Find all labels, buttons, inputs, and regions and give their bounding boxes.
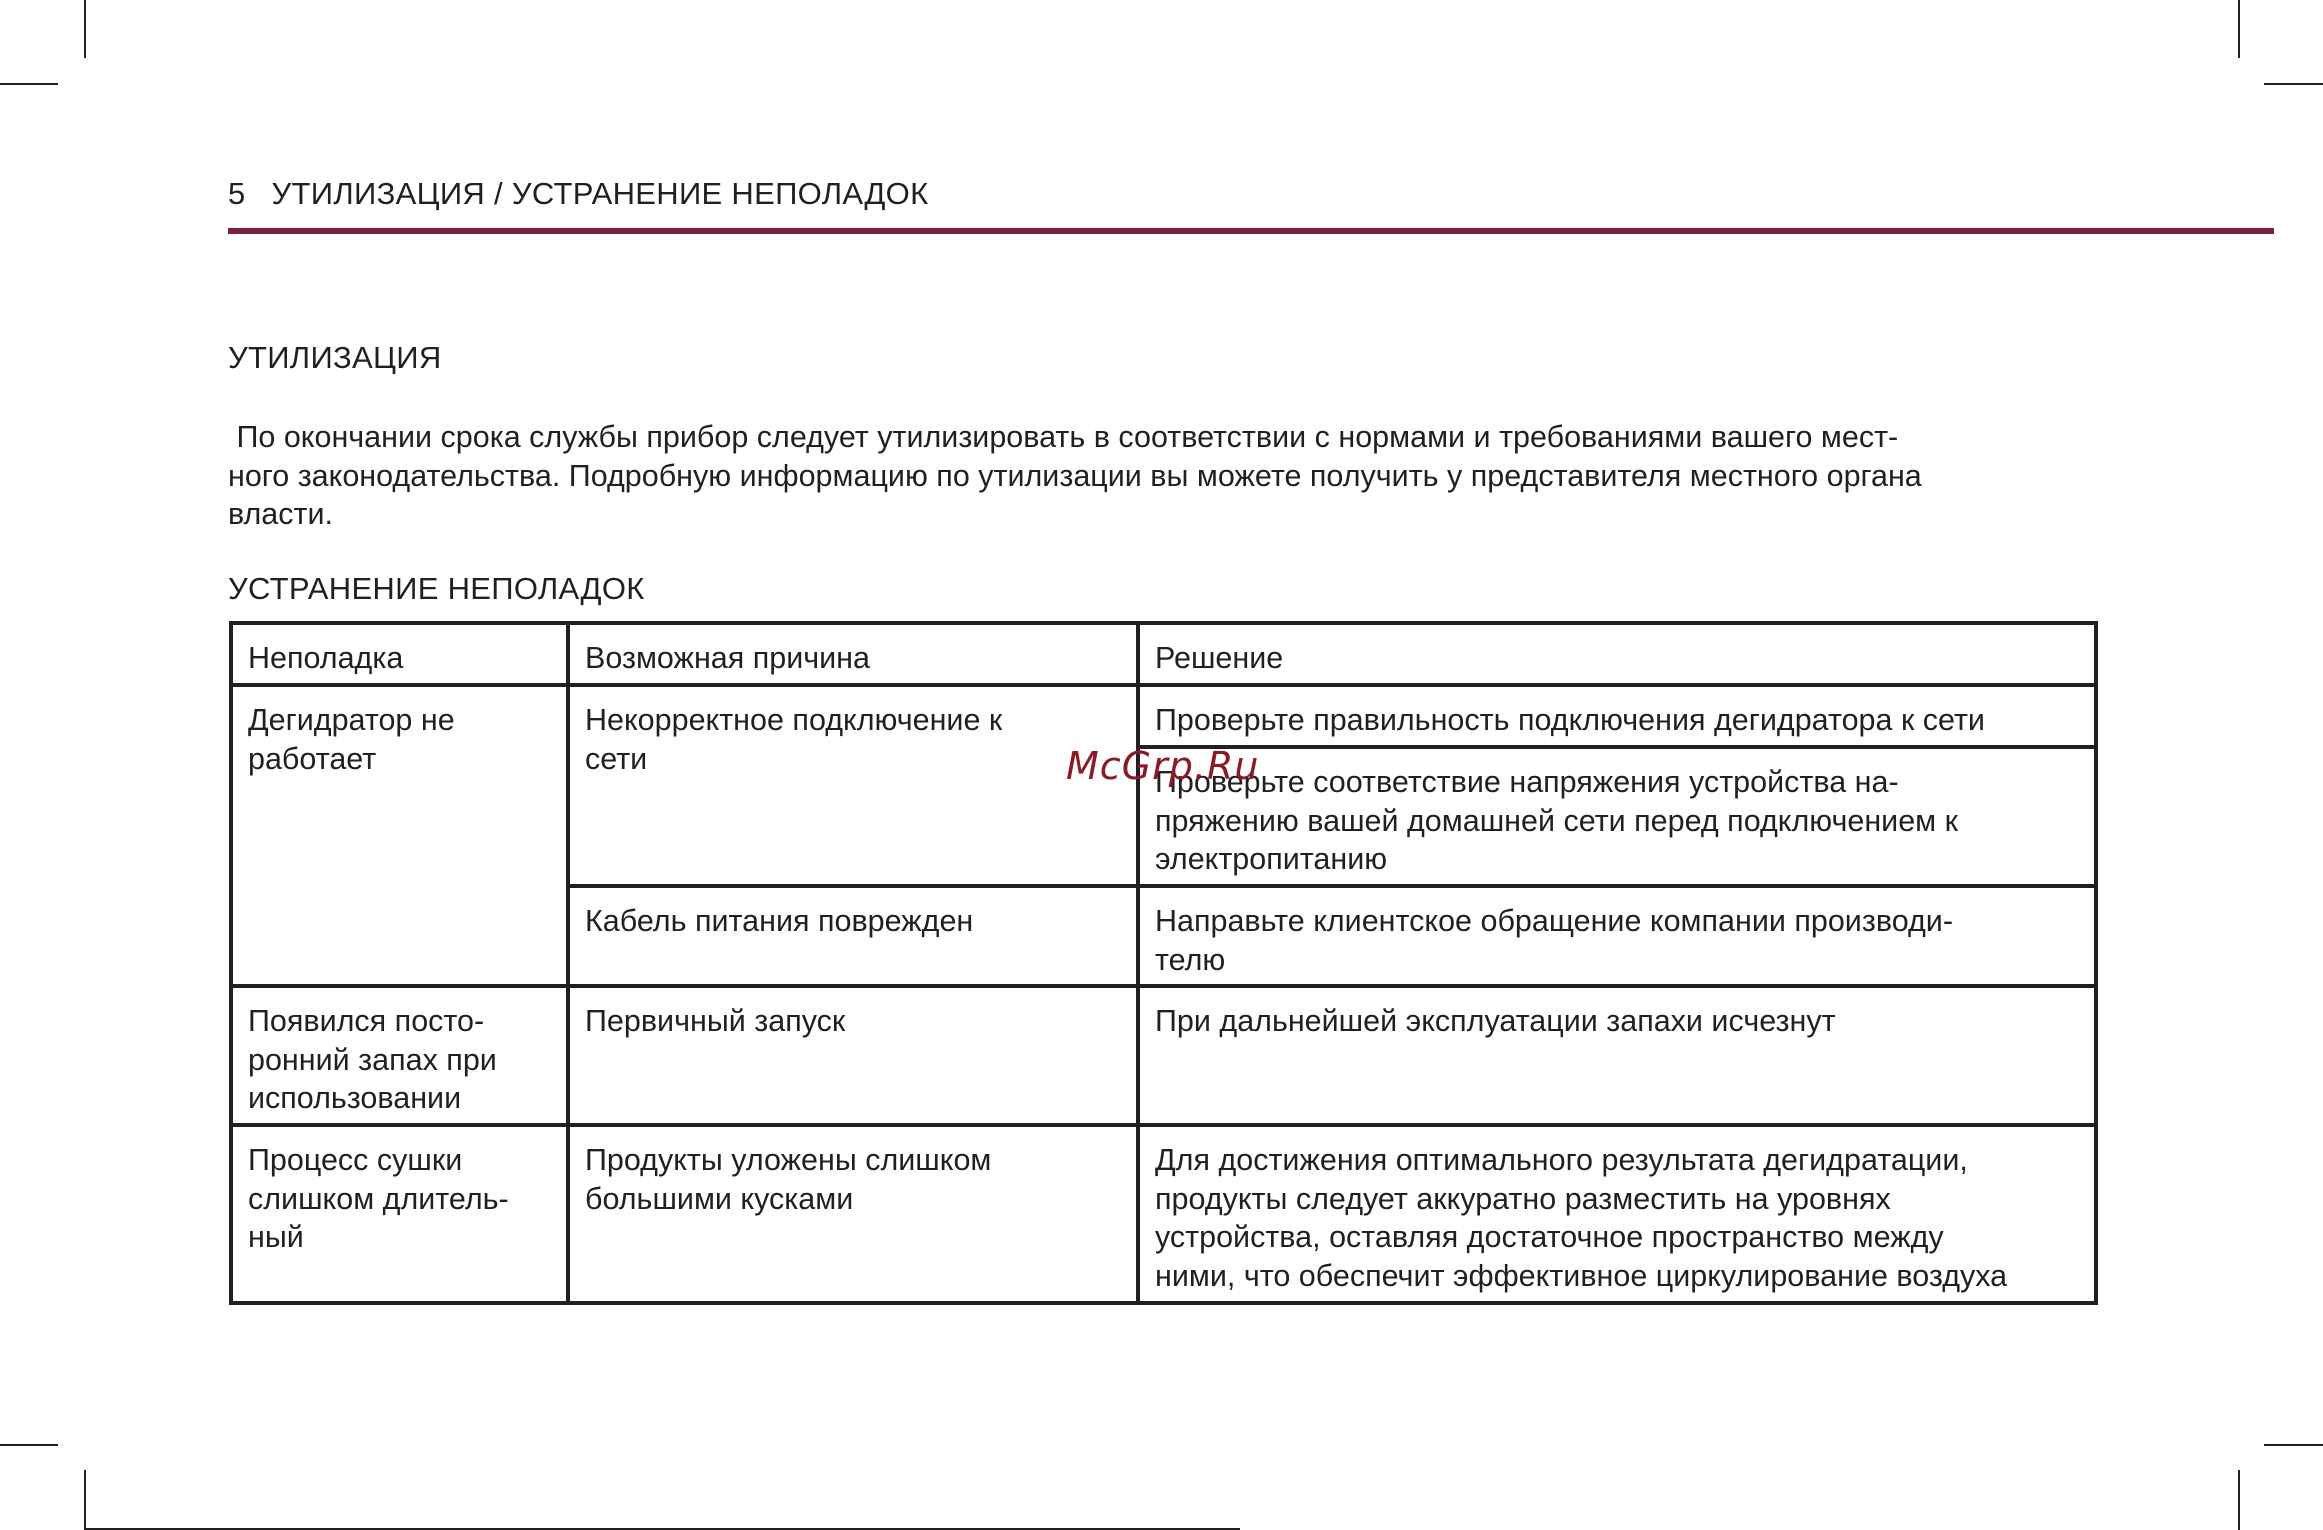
column-header-problem: Неполадка [231, 623, 568, 685]
watermark: McGrp.Ru [1066, 744, 1260, 788]
crop-mark [84, 1470, 86, 1530]
cell-line: Первичный запуск [585, 1004, 846, 1038]
page-header [228, 176, 928, 212]
cause-cell [568, 886, 1138, 986]
crop-mark [2238, 1470, 2240, 1530]
solution-cell [1138, 986, 2096, 1125]
cell-line: Дегидратор не [248, 703, 455, 737]
cause-cell [568, 1125, 1138, 1303]
cell-line: ронний запах при [248, 1042, 497, 1077]
problem-cell [231, 685, 568, 986]
cell-line: Продукты уложены слишком [585, 1143, 992, 1177]
cell-line: устройства, оставляя достаточное пространство между [1155, 1220, 1944, 1254]
page-title: УТИЛИЗАЦИЯ / УСТРАНЕНИЕ НЕПОЛАДОК [271, 176, 929, 211]
paragraph-line: власти. [228, 497, 333, 531]
cell-line: использовании [248, 1081, 462, 1115]
crop-mark [2264, 83, 2323, 85]
paragraph-line: По окончании срока службы прибор следует утилизировать в соответствии с нормами и требованиями вашего мест- [228, 420, 1899, 454]
cell-line: продукты следует аккуратно разместить на уровнях [1155, 1181, 1891, 1216]
cell-line: Направьте клиентское обращение компании производи- [1155, 904, 1953, 938]
cell-line: Проверьте соответствие напряжения устройства на- [1155, 765, 1899, 799]
cell-line: Появился посто- [248, 1004, 485, 1038]
cell-line: электропитанию [1155, 842, 1388, 876]
cell-line: слишком длитель- [248, 1181, 509, 1216]
troubleshooting-table [229, 621, 2098, 1305]
solution-cell [1138, 1125, 2096, 1303]
cell-line: Для достижения оптимального результата дегидратации, [1155, 1143, 1968, 1177]
cell-line: Некорректное подключение к [585, 703, 1003, 737]
cell-line: работает [248, 741, 377, 776]
table-row [231, 685, 2096, 747]
crop-mark [0, 1444, 58, 1446]
problem-cell [231, 986, 568, 1125]
solution-cell [1138, 685, 2096, 747]
table-row [231, 1125, 2096, 1303]
cell-line: телю [1155, 942, 1226, 977]
header-rule [228, 228, 2274, 234]
cell-line: сети [585, 741, 648, 776]
page-number: 5 [228, 176, 246, 211]
cell-line: Кабель питания поврежден [585, 904, 974, 938]
cell-line: ними, что обеспечит эффективное циркулирование воздуха [1155, 1258, 2008, 1293]
cell-line: Проверьте правильность подключения дегидратора к сети [1155, 703, 1985, 737]
paragraph-line: ного законодательства. Подробную информацию по утилизации вы можете получить у представителя местного органа [228, 458, 1922, 493]
solution-cell [1138, 886, 2096, 986]
crop-mark [2238, 0, 2240, 58]
table-header-row [231, 623, 2096, 685]
problem-cell [231, 1125, 568, 1303]
cell-line: Процесс сушки [248, 1143, 463, 1177]
disposal-heading: УТИЛИЗАЦИЯ [228, 340, 442, 375]
column-header-solution: Решение [1138, 623, 2096, 685]
cell-line: При дальнейшей эксплуатации запахи исчезнут [1155, 1004, 1836, 1038]
crop-mark [84, 0, 86, 58]
crop-mark [0, 83, 58, 85]
troubleshooting-heading: УСТРАНЕНИЕ НЕПОЛАДОК [228, 571, 645, 606]
table-row [231, 986, 2096, 1125]
cause-cell [568, 986, 1138, 1125]
crop-mark [2264, 1444, 2323, 1446]
cell-line: пряжению вашей домашней сети перед подключением к [1155, 803, 1958, 838]
solution-cell [1138, 747, 2096, 886]
cell-line: большими кусками [585, 1181, 854, 1216]
cell-line: ный [248, 1220, 304, 1254]
disposal-paragraph [228, 418, 2128, 534]
column-header-cause: Возможная причина [568, 623, 1138, 685]
cause-cell [568, 685, 1138, 886]
